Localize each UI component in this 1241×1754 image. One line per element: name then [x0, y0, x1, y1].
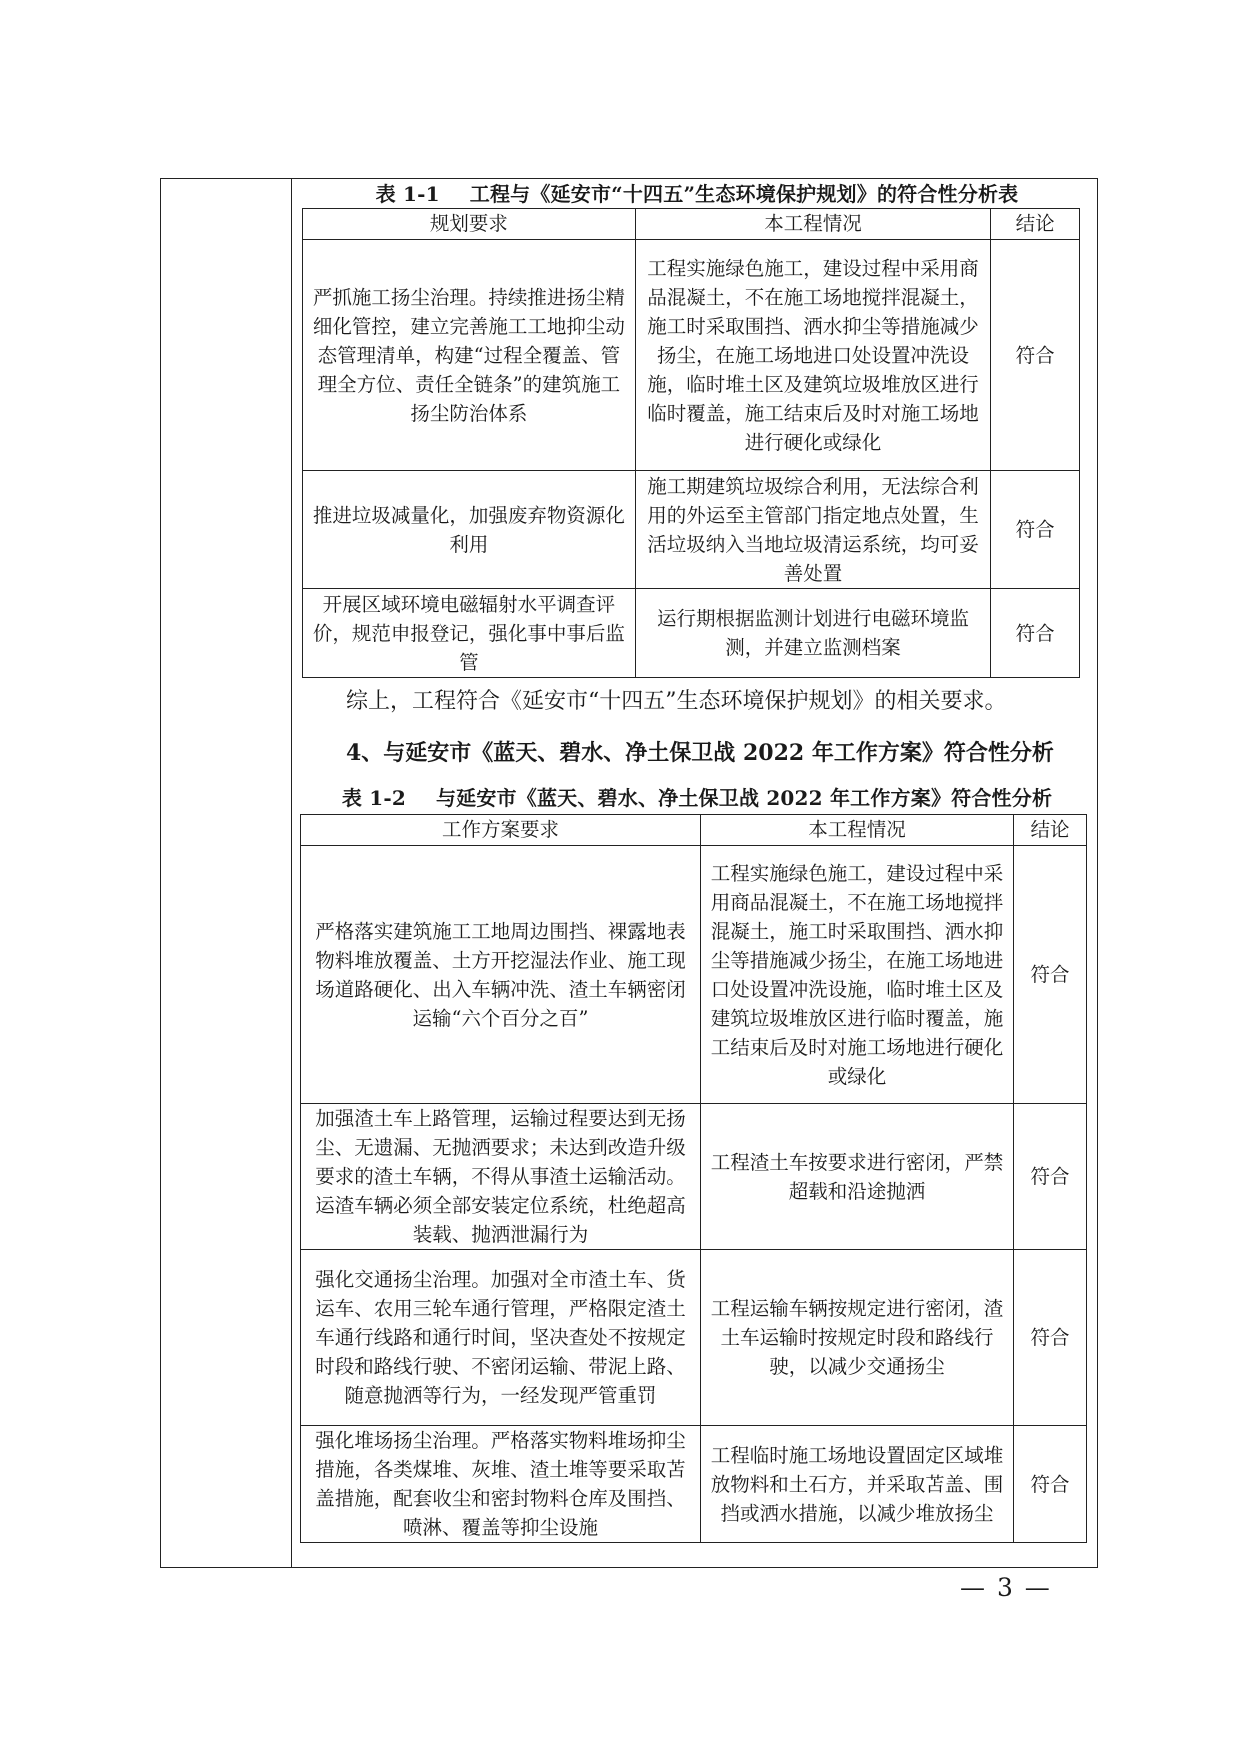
- table-1-number: 表 1-1: [375, 182, 440, 206]
- table-2: [300, 814, 1087, 1543]
- requirement-cell: 加强渣土车上路管理，运输过程要达到无扬尘、无遗漏、无抛洒要求；未达到改造升级要求的渣土车辆，不得从事渣土运输活动。运渣车辆必须全部安装定位系统，杜绝超高装载、抛洒泄漏行为: [301, 1104, 701, 1250]
- table-row: [303, 240, 1080, 471]
- page-number: — 3 —: [960, 1573, 1052, 1602]
- table-1-caption: [302, 178, 1092, 208]
- table-header-cell: 工作方案要求: [301, 815, 701, 846]
- project-status-cell: 工程实施绿色施工，建设过程中采用商品混凝土，不在施工场地搅拌混凝土，施工时采取围挡、洒水抑尘等措施减少扬尘，在施工场地进口处设置冲洗设施，临时堆土区及建筑垃圾堆放区进行临时覆盖，施工结束后及时对施工场地进行硬化或绿化: [701, 846, 1014, 1104]
- conclusion-cell: 符合: [991, 240, 1080, 471]
- summary-paragraph: 综上，工程符合《延安市“十四五”生态环境保护规划》的相关要求。: [346, 689, 1007, 714]
- requirement-cell: 严格落实建筑施工工地周边围挡、裸露地表物料堆放覆盖、土方开挖湿法作业、施工现场道路硬化、出入车辆冲洗、渣土车辆密闭运输“六个百分之百”: [301, 846, 701, 1104]
- table-1-title: 工程与《延安市“十四五”生态环境保护规划》的符合性分析表: [469, 182, 1019, 206]
- table-row: [303, 471, 1080, 589]
- conclusion-cell: 符合: [1014, 846, 1087, 1104]
- requirement-cell: 开展区域环境电磁辐射水平调查评价，规范申报登记，强化事中事后监管: [303, 589, 636, 678]
- conclusion-cell: 符合: [1014, 1104, 1087, 1250]
- table-row: [301, 846, 1087, 1104]
- frame-left-column-divider: [291, 178, 292, 1568]
- table-header-row: [303, 209, 1080, 240]
- table-header-cell: 规划要求: [303, 209, 636, 240]
- table-2-number: 表 1-2: [341, 786, 406, 810]
- table-2-caption: [302, 782, 1092, 814]
- requirement-cell: 严抓施工扬尘治理。持续推进扬尘精细化管控，建立完善施工工地抑尘动态管理清单，构建“过程全覆盖、管理全方位、责任全链条”的建筑施工扬尘防治体系: [303, 240, 636, 471]
- conclusion-cell: 符合: [991, 589, 1080, 678]
- requirement-cell: 强化堆场扬尘治理。严格落实物料堆场抑尘措施，各类煤堆、灰堆、渣土堆等要采取苫盖措施，配套收尘和密封物料仓库及围挡、喷淋、覆盖等抑尘设施: [301, 1426, 701, 1543]
- document-content: [302, 178, 1092, 1543]
- table-header-cell: 本工程情况: [701, 815, 1014, 846]
- project-status-cell: 施工期建筑垃圾综合利用，无法综合利用的外运至主管部门指定地点处置，生活垃圾纳入当地垃圾清运系统，均可妥善处置: [635, 471, 991, 589]
- table-row: [301, 1104, 1087, 1250]
- table-header-cell: 结论: [1014, 815, 1087, 846]
- section-heading: 4、与延安市《蓝天、碧水、净土保卫战 2022 年工作方案》符合性分析: [346, 740, 1054, 766]
- table-header-cell: 本工程情况: [635, 209, 991, 240]
- project-status-cell: 运行期根据监测计划进行电磁环境监测，并建立监测档案: [635, 589, 991, 678]
- table-row: [301, 1426, 1087, 1543]
- table-1: [302, 208, 1080, 678]
- table-2-title: 与延安市《蓝天、碧水、净土保卫战 2022 年工作方案》符合性分析: [435, 786, 1053, 810]
- table-row: [301, 1250, 1087, 1426]
- project-status-cell: 工程实施绿色施工，建设过程中采用商品混凝土，不在施工场地搅拌混凝土，施工时采取围挡、洒水抑尘等措施减少扬尘，在施工场地进口处设置冲洗设施，临时堆土区及建筑垃圾堆放区进行临时覆盖，施工结束后及时对施工场地进行硬化或绿化: [635, 240, 991, 471]
- requirement-cell: 推进垃圾减量化，加强废弃物资源化利用: [303, 471, 636, 589]
- project-status-cell: 工程临时施工场地设置固定区域堆放物料和土石方，并采取苫盖、围挡或洒水措施，以减少堆放扬尘: [701, 1426, 1014, 1543]
- project-status-cell: 工程渣土车按要求进行密闭，严禁超载和沿途抛洒: [701, 1104, 1014, 1250]
- conclusion-cell: 符合: [1014, 1426, 1087, 1543]
- table-header-row: [301, 815, 1087, 846]
- conclusion-cell: 符合: [991, 471, 1080, 589]
- conclusion-cell: 符合: [1014, 1250, 1087, 1426]
- table-header-cell: 结论: [991, 209, 1080, 240]
- project-status-cell: 工程运输车辆按规定进行密闭，渣土车运输时按规定时段和路线行驶，以减少交通扬尘: [701, 1250, 1014, 1426]
- table-row: [303, 589, 1080, 678]
- requirement-cell: 强化交通扬尘治理。加强对全市渣土车、货运车、农用三轮车通行管理，严格限定渣土车通行线路和通行时间，坚决查处不按规定时段和路线行驶、不密闭运输、带泥上路、随意抛洒等行为，一经发现严管重罚: [301, 1250, 701, 1426]
